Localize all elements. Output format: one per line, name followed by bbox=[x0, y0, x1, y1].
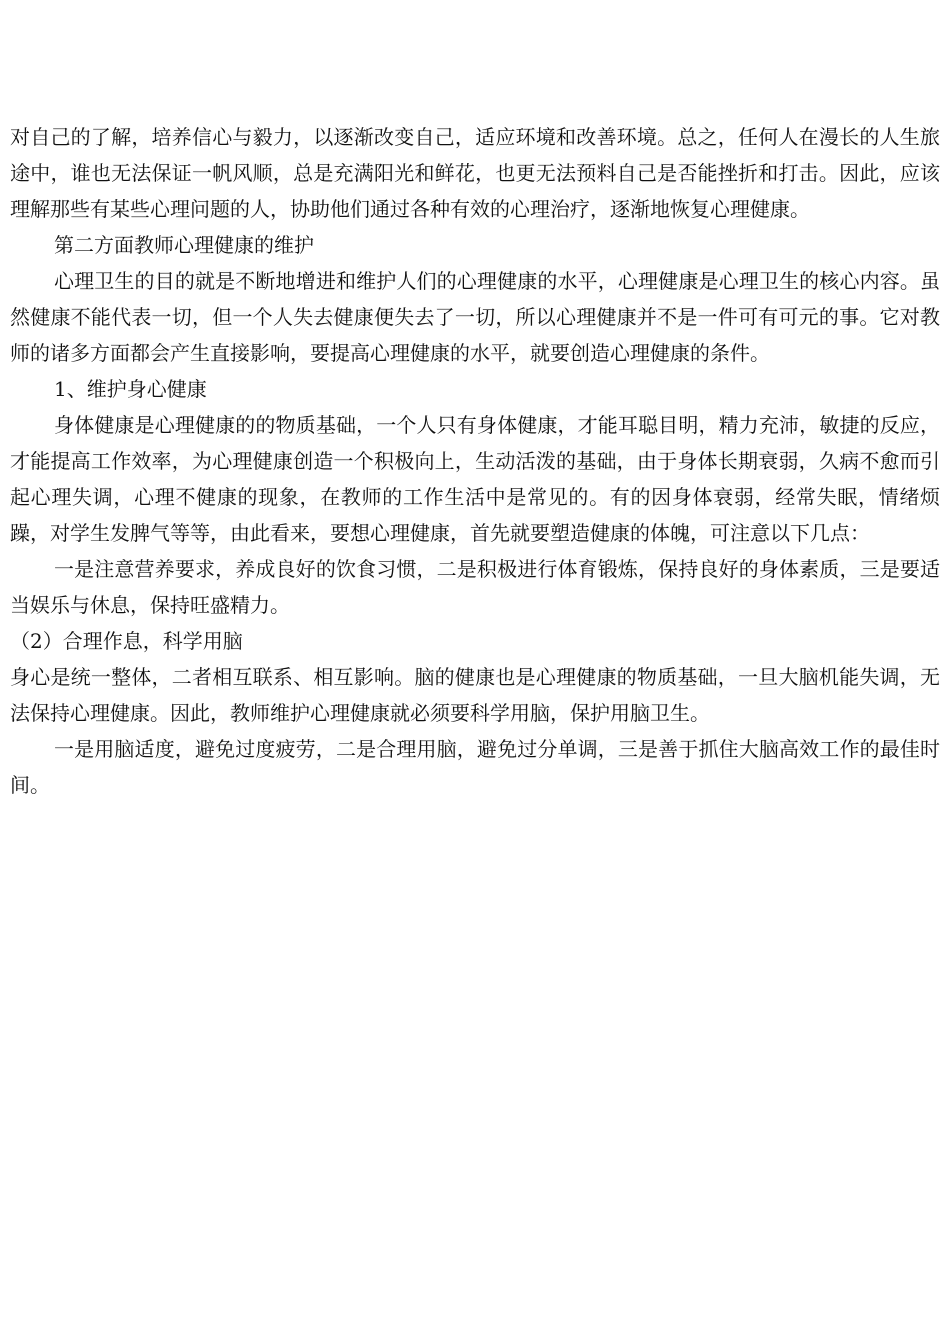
paragraph-6: 一是注意营养要求，养成良好的饮食习惯，二是积极进行体育锻炼，保持良好的身体素质，三是要适当娱乐与休息，保持旺盛精力。 bbox=[10, 557, 940, 617]
subsection-heading-2: （2）合理作息，科学用脑 bbox=[10, 629, 243, 653]
subsection-heading-1: 1、维护身心健康 bbox=[54, 377, 207, 401]
paragraph-8: 身心是统一整体，二者相互联系、相互影响。脑的健康也是心理健康的物质基础，一旦大脑机能失调，无法保持心理健康。因此，教师维护心理健康就必须要科学用脑，保护用脑卫生。 bbox=[10, 665, 940, 725]
section-heading: 第二方面教师心理健康的维护 bbox=[54, 233, 314, 257]
document-body bbox=[10, 119, 940, 803]
paragraph-9: 一是用脑适度，避免过度疲劳，二是合理用脑，避免过分单调，三是善于抓住大脑高效工作的最佳时间。 bbox=[10, 737, 940, 797]
paragraph-5: 身体健康是心理健康的的物质基础，一个人只有身体健康，才能耳聪目明，精力充沛，敏捷的反应，才能提高工作效率，为心理健康创造一个积极向上，生动活泼的基础，由于身体长期衰弱，久病不愈而引起心理失调，心理不健康的现象，在教师的工作生活中是常见的。有的因身体衰弱，经常失眠，情绪烦躁，对学生发脾气等等，由此看来，要想心理健康，首先就要塑造健康的体魄，可注意以下几点： bbox=[10, 413, 940, 545]
paragraph-1: 对自己的了解，培养信心与毅力，以逐渐改变自己，适应环境和改善环境。总之，任何人在漫长的人生旅途中，谁也无法保证一帆风顺，总是充满阳光和鲜花，也更无法预料自己是否能挫折和打击。因此，应该理解那些有某些心理问题的人，协助他们通过各种有效的心理治疗，逐渐地恢复心理健康。 bbox=[10, 125, 940, 221]
paragraph-3: 心理卫生的目的就是不断地增进和维护人们的心理健康的水平，心理健康是心理卫生的核心内容。虽然健康不能代表一切，但一个人失去健康便失去了一切，所以心理健康并不是一件可有可元的事。它对教师的诸多方面都会产生直接影响，要提高心理健康的水平，就要创造心理健康的条件。 bbox=[10, 269, 940, 365]
